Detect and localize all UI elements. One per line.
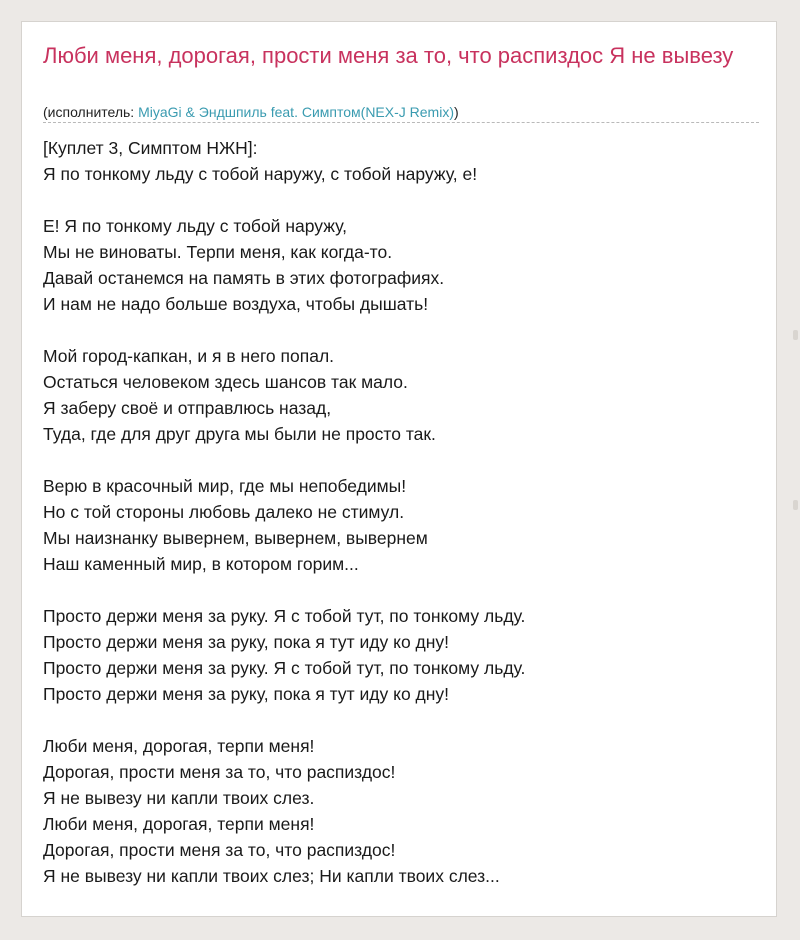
lyrics-line: Просто держи меня за руку. Я с тобой тут, по тонкому льду. bbox=[43, 658, 526, 678]
lyrics-line: Мой город-капкан, и я в него попал. bbox=[43, 346, 335, 366]
lyrics-line: Я заберу своё и отправлюсь назад, bbox=[43, 398, 332, 418]
lyrics-line: Остаться человеком здесь шансов так мало. bbox=[43, 372, 408, 392]
lyrics-line: Е! Я по тонкому льду с тобой наружу, bbox=[43, 216, 347, 236]
artist-link[interactable]: MiyaGi & Эндшпиль feat. Симптом(NEX-J Remix) bbox=[138, 104, 454, 120]
lyrics-line: Просто держи меня за руку. Я с тобой тут, по тонкому льду. bbox=[43, 606, 526, 626]
lyrics-line: Я не вывезу ни капли твоих слез. bbox=[43, 788, 315, 808]
lyrics-stanza bbox=[43, 135, 759, 187]
lyrics-line: Люби меня, дорогая, терпи меня! bbox=[43, 814, 315, 834]
lyrics-line: Я не вывезу ни капли твоих слез; Ни капли твоих слез... bbox=[43, 866, 500, 886]
lyrics-line: Дорогая, прости меня за то, что распиздос! bbox=[43, 762, 396, 782]
lyrics-stanza bbox=[43, 213, 759, 317]
background-speck bbox=[793, 500, 798, 510]
artist-prefix: (исполнитель: bbox=[43, 104, 139, 120]
lyrics-line: Я по тонкому льду с тобой наружу, с тобой наружу, е! bbox=[43, 164, 478, 184]
artist-line bbox=[43, 102, 759, 123]
lyrics-line: Просто держи меня за руку, пока я тут иду ко дну! bbox=[43, 684, 450, 704]
lyrics-card bbox=[21, 21, 777, 917]
song-title: Люби меня, дорогая, прости меня за то, что распиздос Я не вывезу bbox=[43, 43, 734, 68]
lyrics-line: Но с той стороны любовь далеко не стимул. bbox=[43, 502, 405, 522]
lyrics-line: Наш каменный мир, в котором горим... bbox=[43, 554, 359, 574]
lyrics-stanza bbox=[43, 473, 759, 577]
lyrics-stanza bbox=[43, 603, 759, 707]
lyrics-line: Туда, где для друг друга мы были не просто так. bbox=[43, 424, 436, 444]
background-speck bbox=[793, 330, 798, 340]
lyrics-stanza bbox=[43, 343, 759, 447]
lyrics-line: Давай останемся на память в этих фотографиях. bbox=[43, 268, 445, 288]
lyrics-line: Дорогая, прости меня за то, что распиздос! bbox=[43, 840, 396, 860]
lyrics-stanza bbox=[43, 733, 759, 889]
lyrics-line: [Куплет 3, Симптом НЖН]: bbox=[43, 138, 258, 158]
lyrics-line: И нам не надо больше воздуха, чтобы дышать! bbox=[43, 294, 429, 314]
lyrics-line: Верю в красочный мир, где мы непобедимы! bbox=[43, 476, 407, 496]
lyrics-body bbox=[43, 135, 759, 915]
lyrics-line: Мы не виноваты. Терпи меня, как когда-то. bbox=[43, 242, 393, 262]
lyrics-line: Мы наизнанку вывернем, вывернем, вывернем bbox=[43, 528, 428, 548]
lyrics-line: Просто держи меня за руку, пока я тут иду ко дну! bbox=[43, 632, 450, 652]
lyrics-line: Люби меня, дорогая, терпи меня! bbox=[43, 736, 315, 756]
artist-suffix: ) bbox=[453, 104, 459, 120]
